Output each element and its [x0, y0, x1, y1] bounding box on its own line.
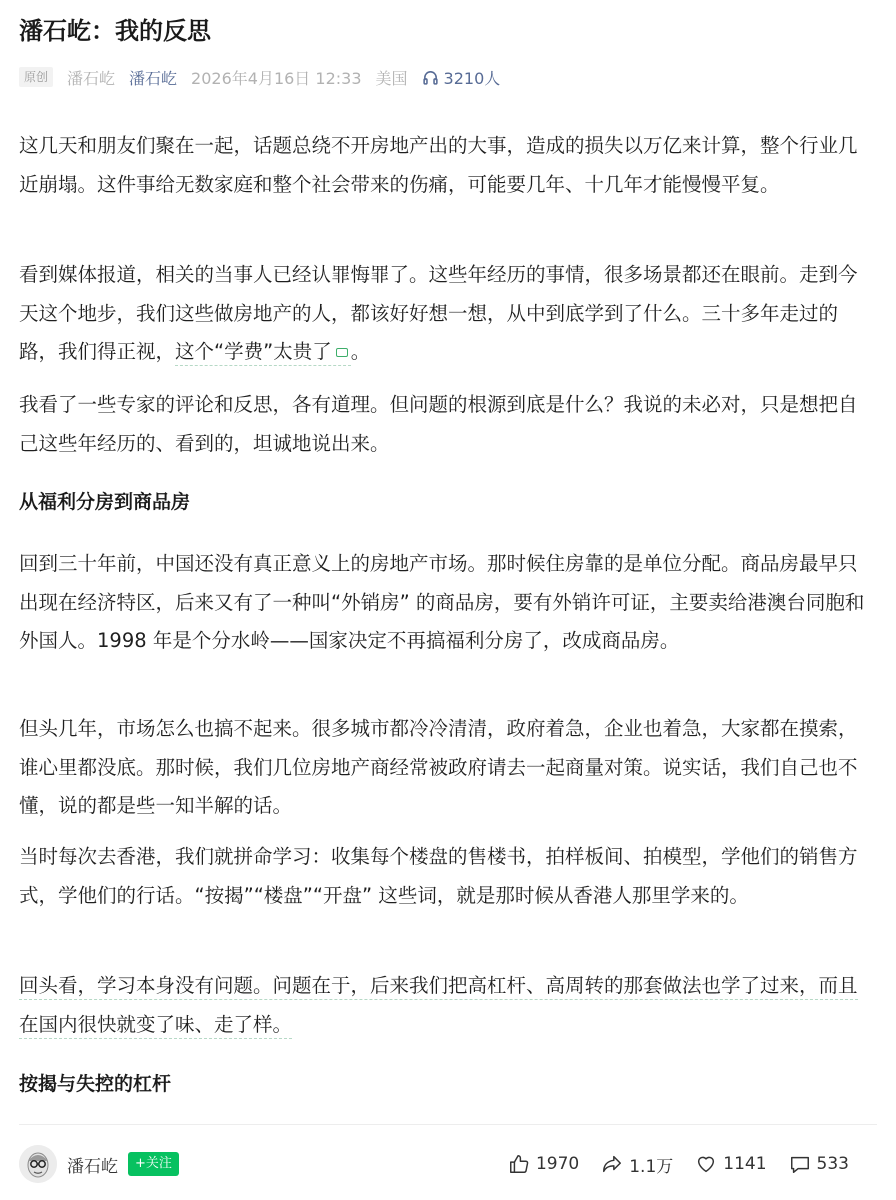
paragraph-2-end: 。 [350, 340, 371, 363]
account-link[interactable]: 潘石屹 [129, 68, 178, 88]
thumb-up-icon [508, 1153, 530, 1175]
headphone-icon [422, 69, 439, 86]
article-meta [19, 64, 500, 90]
article-title: 潘石屹：我的反思 [19, 17, 211, 45]
paragraph-2 [19, 256, 869, 372]
comment-icon [789, 1153, 811, 1175]
avatar[interactable] [19, 1145, 57, 1183]
publish-location: 美国 [375, 68, 408, 88]
paragraph-7-text[interactable]: 回头看，学习本身没有问题。问题在于，后来我们把高杠杆、高周转的那套做法也学了过来，而且在国内很快就变了味、走了样。 [19, 974, 858, 1039]
annotated-phrase-text: 这个“学费”太贵了 [175, 340, 332, 363]
listen-button[interactable] [422, 66, 501, 89]
listen-count: 3210人 [443, 68, 501, 88]
avatar-face-icon [19, 1145, 57, 1183]
heart-button[interactable] [695, 1153, 766, 1175]
footer-author-name[interactable]: 潘石屹 [67, 1156, 118, 1177]
comment-button[interactable] [789, 1153, 849, 1175]
like-button[interactable] [508, 1153, 579, 1175]
section-heading-2: 按揭与失控的杠杆 [19, 1073, 172, 1095]
note-icon[interactable] [336, 348, 348, 357]
paragraph-6: 当时每次去香港，我们就拼命学习：收集每个楼盘的售楼书，拍样板间、拍模型，学他们的销售方式，学他们的行话。“按揭”“楼盘”“开盘” 这些词，就是那时候从香港人那里学来的。 [19, 845, 858, 907]
paragraph-1: 这几天和朋友们聚在一起，话题总绕不开房地产出的大事，造成的损失以万亿来计算，整个行业几近崩塌。这件事给无数家庭和整个社会带来的伤痛，可能要几年、十几年才能慢慢平复。 [19, 134, 858, 196]
paragraph-5: 但头几年，市场怎么也搞不起来。很多城市都冷冷清清，政府着急，企业也着急，大家都在摸索，谁心里都没底。那时候，我们几位房地产商经常被政府请去一起商量对策。说实话，我们自己也不懂，说的都是些一知半解的话。 [19, 717, 858, 817]
share-button[interactable] [601, 1152, 673, 1177]
follow-button[interactable]: +关注 [128, 1152, 179, 1176]
heart-count: 1141 [723, 1154, 767, 1174]
paragraph-7 [19, 967, 869, 1044]
section-heading-1: 从福利分房到商品房 [19, 491, 191, 513]
heart-icon [695, 1153, 717, 1175]
author-name: 潘石屹 [67, 68, 116, 88]
action-bar [486, 1152, 849, 1177]
annotated-phrase[interactable] [175, 340, 351, 366]
share-icon [601, 1153, 623, 1175]
paragraph-3: 我看了一些专家的评论和反思，各有道理。但问题的根源到底是什么？我说的未必对，只是想把自己这些年经历的、看到的，坦诚地说出来。 [19, 393, 858, 455]
comment-count: 533 [816, 1154, 849, 1174]
paragraph-2-text: 看到媒体报道，相关的当事人已经认罪悔罪了。这些年经历的事情，很多场景都还在眼前。走到今天这个地步，我们这些做房地产的人，都该好好想一想，从中到底学到了什么。三十多年走过的路，我们得正视， [19, 263, 858, 363]
original-badge: 原创 [19, 67, 53, 87]
article-footer [19, 1140, 849, 1188]
share-count: 1.1万 [629, 1156, 674, 1177]
footer-divider [19, 1124, 877, 1125]
like-count: 1970 [535, 1154, 580, 1174]
paragraph-4: 回到三十年前，中国还没有真正意义上的房地产市场。那时候住房靠的是单位分配。商品房最早只出现在经济特区，后来又有了一种叫“外销房” 的商品房，要有外销许可证，主要卖给港澳台同胞和外国人。1998 年是个分水岭——国家决定不再搞福利分房了，改成商品房。 [19, 552, 865, 652]
publish-time: 2026年4月16日 12:33 [191, 68, 362, 88]
